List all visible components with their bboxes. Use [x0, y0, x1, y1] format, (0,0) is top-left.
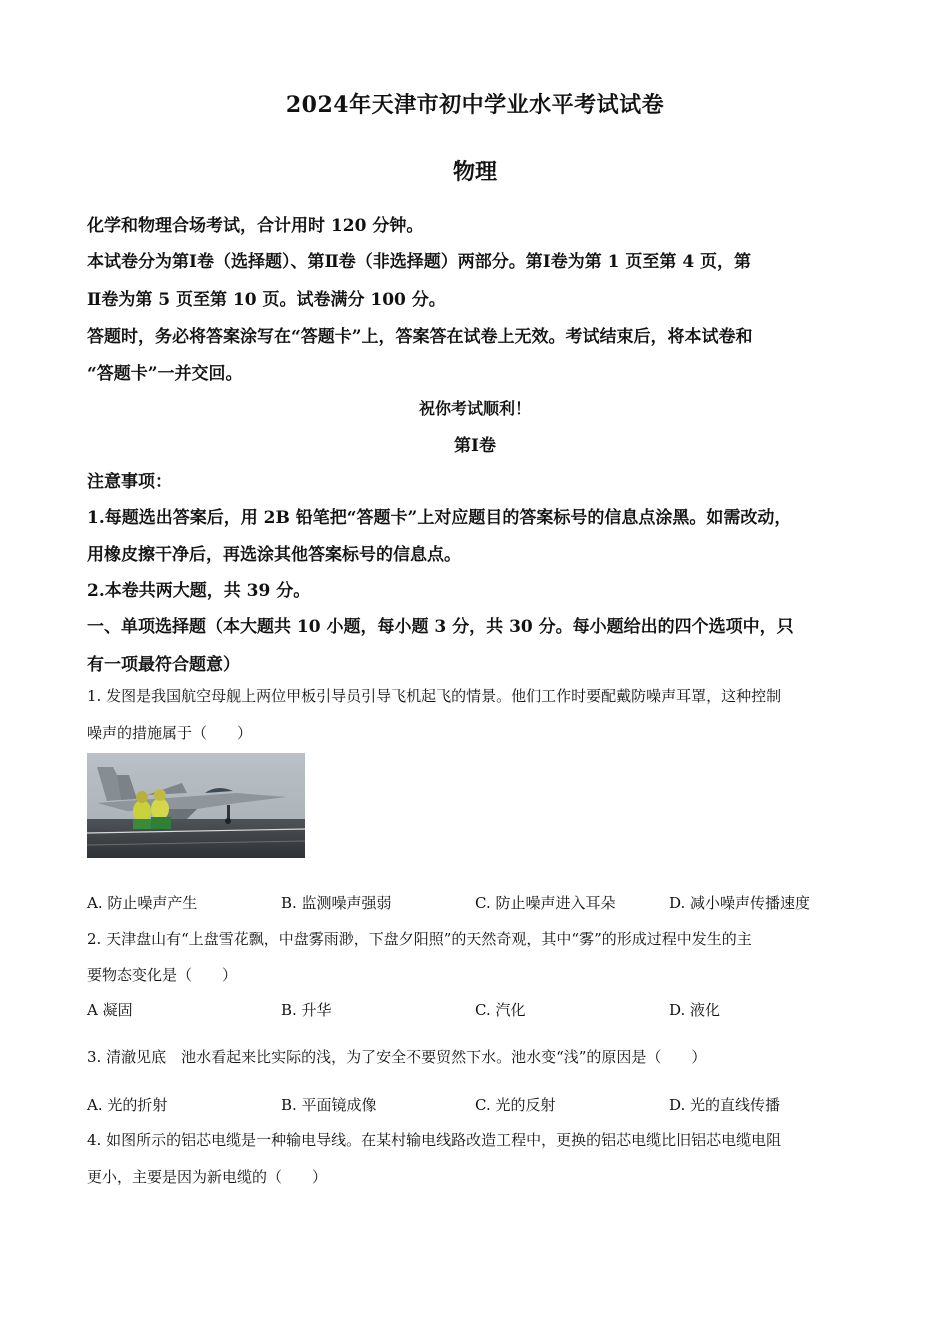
part-heading: 有一项最符合题意）	[87, 655, 240, 675]
option-c: C. 汽化	[475, 1001, 526, 1019]
option-b: B. 监测噪声强弱	[281, 894, 392, 912]
intro-line: 本试卷分为第Ⅰ卷（选择题）、第Ⅱ卷（非选择题）两部分。第Ⅰ卷为第 1 页至第 4 页，第	[87, 252, 752, 272]
option-b: B. 平面镜成像	[281, 1096, 377, 1114]
option-a: A 凝固	[87, 1001, 133, 1019]
option-c: C. 防止噪声进入耳朵	[475, 894, 616, 912]
option-a: A. 光的折射	[87, 1096, 168, 1114]
section-heading: 第Ⅰ卷	[454, 436, 496, 456]
intro-line: “答题卡”一并交回。	[87, 364, 243, 384]
intro-line: Ⅱ卷为第 5 页至第 10 页。试卷满分 100 分。	[87, 290, 446, 310]
part-heading: 一、单项选择题（本大题共 10 小题，每小题 3 分，共 30 分。每小题给出的四个选项中，只	[87, 617, 794, 637]
notes-heading: 注意事项：	[87, 472, 172, 492]
document-title: 2024年天津市初中学业水平考试试卷	[285, 92, 665, 118]
intro-line: 化学和物理合场考试，合计用时 120 分钟。	[87, 216, 424, 236]
question-stem: 3. 清澈见底 池水看起来比实际的浅，为了安全不要贸然下水。池水变“浅”的原因是（ ）	[87, 1048, 707, 1066]
intro-line: 答题时，务必将答案涂写在“答题卡”上，答案答在试卷上无效。考试结束后，将本试卷和	[87, 327, 753, 347]
question-stem: 更小，主要是因为新电缆的（ ）	[87, 1168, 328, 1186]
question-stem: 要物态变化是（ ）	[87, 966, 238, 984]
question-stem: 噪声的措施属于（ ）	[87, 724, 253, 742]
option-a: A. 防止噪声产生	[87, 894, 198, 912]
option-b: B. 升华	[281, 1001, 332, 1019]
carrier-deck-photo	[87, 753, 305, 858]
wish-line: 祝你考试顺利！	[418, 399, 531, 418]
option-d: D. 液化	[669, 1001, 721, 1019]
notes-item: 1.每题选出答案后，用 2B 铅笔把“答题卡”上对应题目的答案标号的信息点涂黑。如需改动，	[87, 508, 792, 528]
option-c: C. 光的反射	[475, 1096, 556, 1114]
question-stem: 1. 发图是我国航空母舰上两位甲板引导员引导飞机起飞的情景。他们工作时要配戴防噪声耳罩，这种控制	[87, 687, 782, 705]
subject-title: 物理	[452, 159, 497, 185]
notes-item: 2.本卷共两大题，共 39 分。	[87, 581, 311, 601]
option-d: D. 光的直线传播	[669, 1096, 781, 1114]
notes-item: 用橡皮擦干净后，再选涂其他答案标号的信息点。	[87, 545, 461, 565]
question-stem: 2. 天津盘山有“上盘雪花飘，中盘雾雨渺，下盘夕阳照”的天然奇观，其中“雾”的形成过程中发生的主	[87, 930, 752, 948]
option-d: D. 减小噪声传播速度	[669, 894, 811, 912]
question-stem: 4. 如图所示的铝芯电缆是一种输电导线。在某村输电线路改造工程中，更换的铝芯电缆比旧铝芯电缆电阻	[87, 1131, 782, 1149]
